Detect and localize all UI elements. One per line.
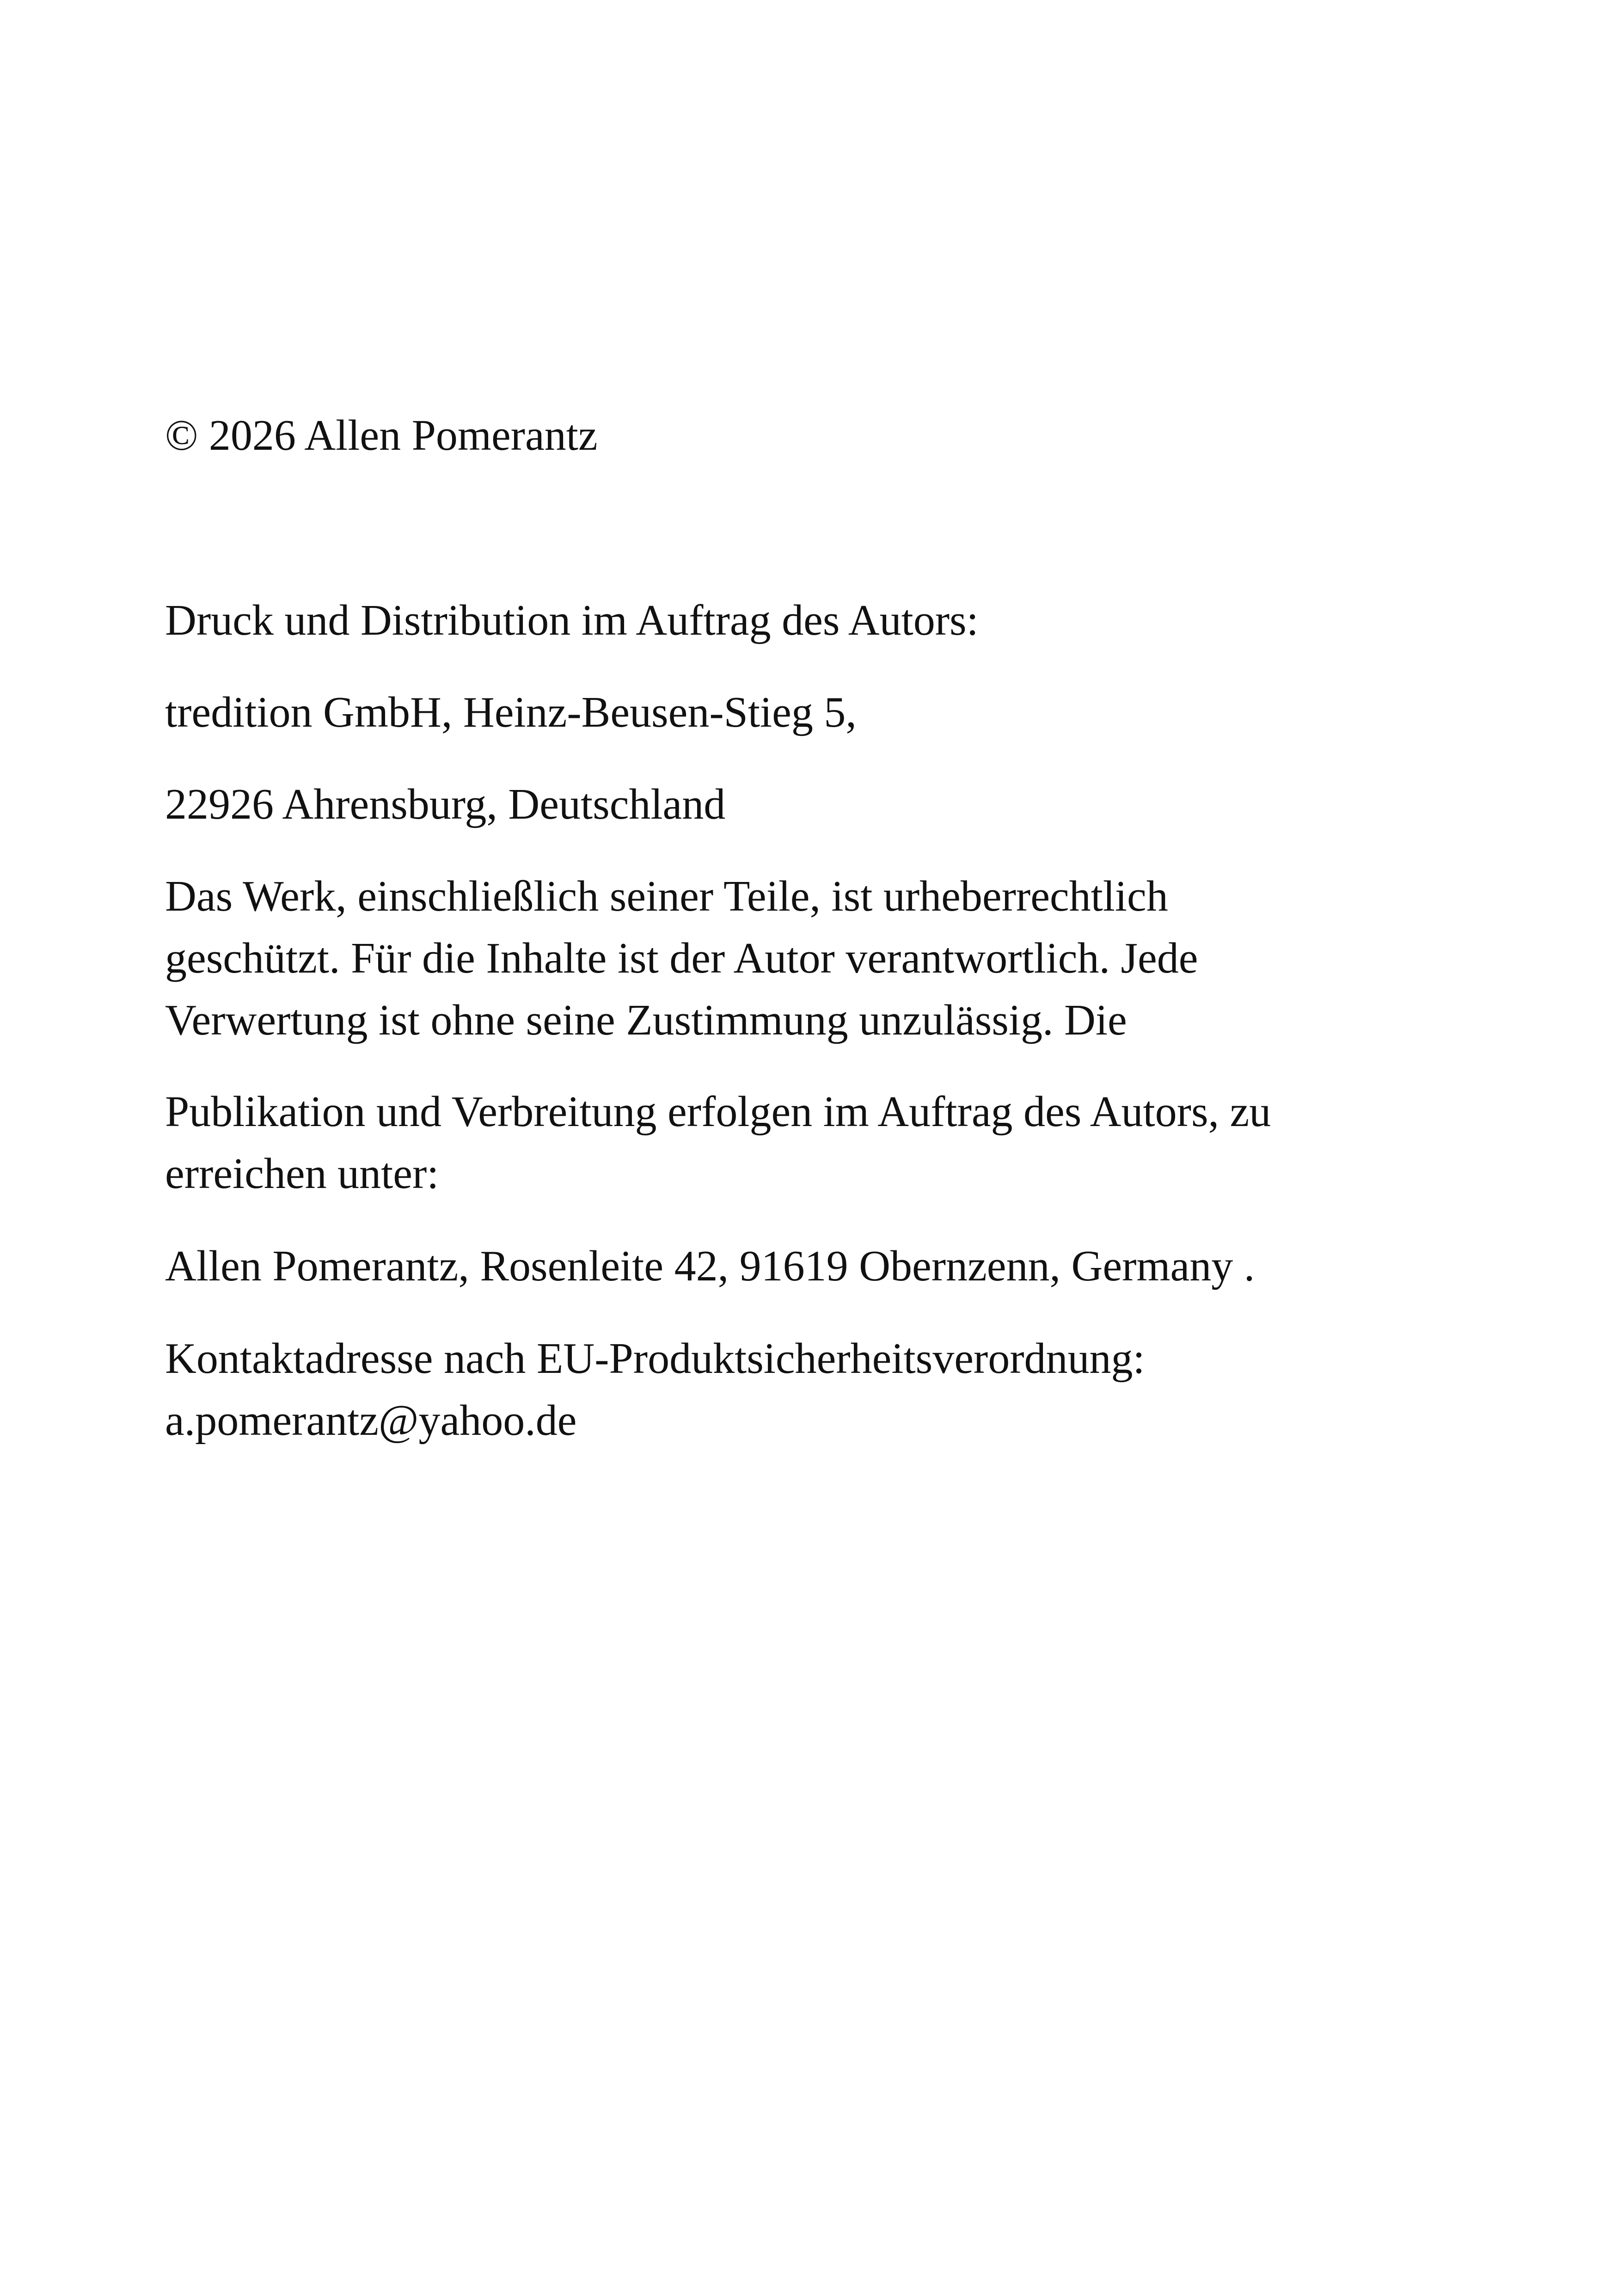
publication-paragraph — [165, 1081, 1506, 1205]
publication-line-1: Publikation und Verbreitung erfolgen im Auftrag des Autors, zu — [165, 1088, 1271, 1136]
print-notice: Druck und Distribution im Auftrag des Autors: — [165, 596, 979, 644]
publisher-name-street: tredition GmbH, Heinz-Beusen-Stieg 5, — [165, 688, 857, 736]
rights-line-1: Das Werk, einschließlich seiner Teile, ist urheberrechtlich — [165, 872, 1168, 920]
rights-line-3: Verwertung ist ohne seine Zustimmung unzulässig. Die — [165, 996, 1127, 1044]
contact-block — [165, 1328, 1506, 1451]
author-address: Allen Pomerantz, Rosenleite 42, 91619 Obernzenn, Germany . — [165, 1242, 1255, 1290]
rights-line-2: geschützt. Für die Inhalte ist der Autor verantwortlich. Jede — [165, 934, 1198, 982]
contact-label: Kontaktadresse nach EU-Produktsicherheitsverordnung: — [165, 1335, 1145, 1383]
publication-line-2: erreichen unter: — [165, 1150, 439, 1198]
copyright-line: © 2026 Allen Pomerantz — [165, 411, 598, 459]
contact-email: a.pomerantz@yahoo.de — [165, 1396, 577, 1445]
publisher-city: 22926 Ahrensburg, Deutschland — [165, 780, 726, 828]
rights-paragraph — [165, 865, 1506, 1051]
